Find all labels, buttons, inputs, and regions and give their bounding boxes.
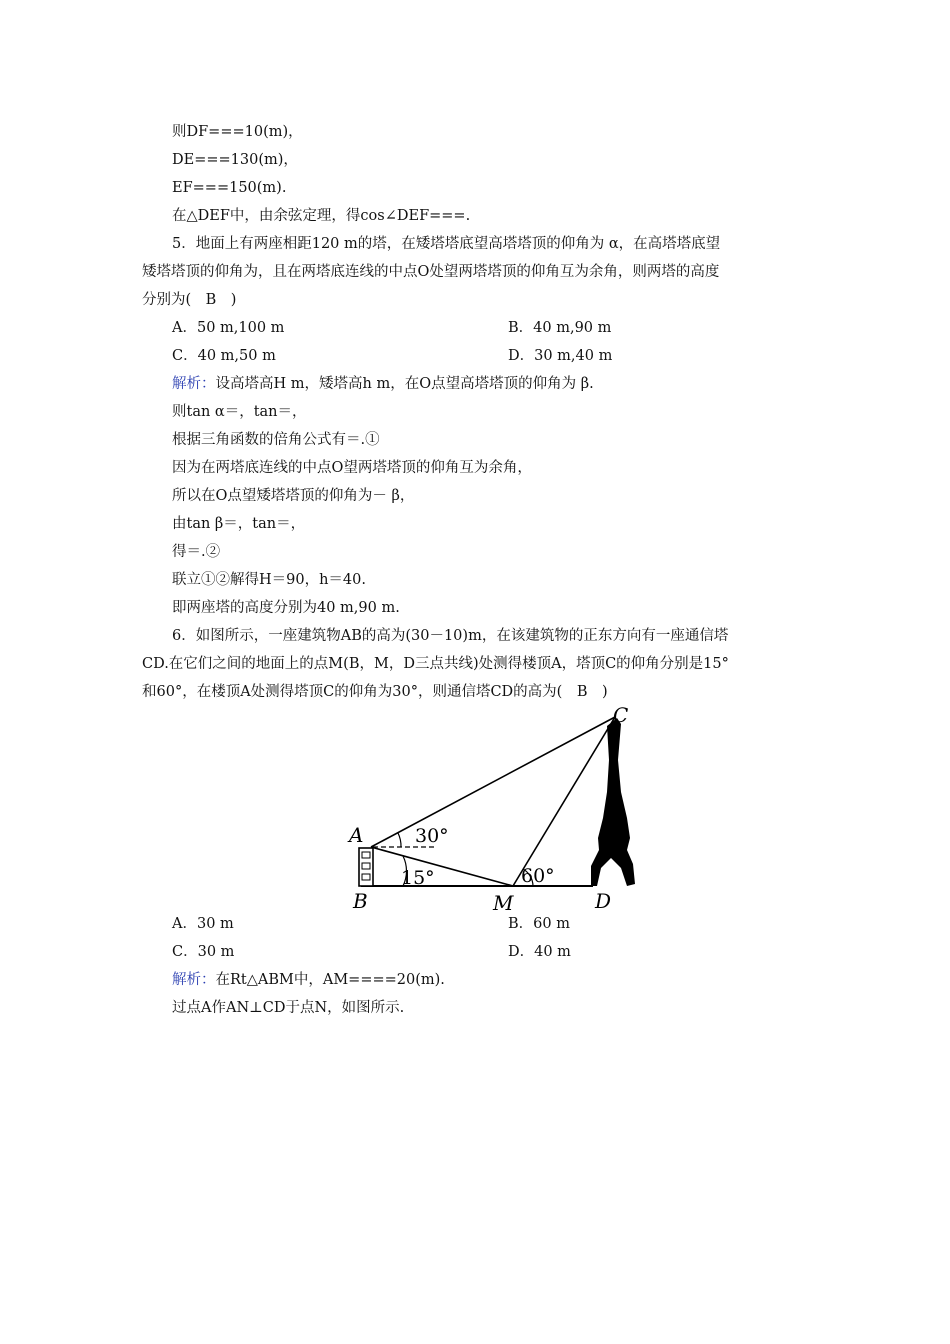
- point-label-b: B: [353, 889, 368, 912]
- solution-line-df: 则DF===10(m)，: [172, 124, 303, 140]
- q5-stem-line-3: 分别为( B ): [142, 292, 237, 308]
- q6-stem-line-3: 和60°，在楼顶A处测得塔顶C的仰角为30°，则通信塔CD的高为( B ): [142, 684, 608, 700]
- q5-analysis-label: 解析：: [172, 376, 216, 392]
- solution-line-ef: EF===150(m).: [172, 180, 287, 196]
- q6-stem-line-1: 6．如图所示，一座建筑物AB的高为(30－10)m，在该建筑物的正东方向有一座通信塔: [172, 628, 729, 644]
- q6-analysis-line-1: [172, 970, 445, 990]
- q5-stem-line-1: 5．地面上有两座相距120 m的塔，在矮塔塔底望高塔塔顶的仰角为 α，在高塔塔底望: [172, 236, 721, 252]
- point-label-m: M: [493, 891, 514, 912]
- q5-analysis-first: 设高塔高H m，矮塔高h m，在O点望高塔塔顶的仰角为 β.: [215, 376, 594, 392]
- q6-stem-line-2: CD.在它们之间的地面上的点M(B，M，D三点共线)处测得楼顶A，塔顶C的仰角分别是15°: [142, 656, 729, 672]
- q6-option-a: A．30 m: [172, 916, 234, 932]
- q5-analysis-line-1: [172, 374, 594, 394]
- q6-analysis-label: 解析：: [172, 972, 216, 988]
- q5-analysis-line-7: 得＝.②: [172, 544, 221, 560]
- angle-arc-30: [398, 833, 401, 847]
- line-ac: [371, 717, 615, 847]
- q5-analysis-line-5: 所以在O点望矮塔塔顶的仰角为－ β，: [172, 488, 415, 504]
- q5-analysis-line-3: 根据三角函数的倍角公式有＝.①: [172, 432, 380, 448]
- angle-label-60: 60°: [521, 865, 555, 887]
- q5-option-d: D．30 m,40 m: [508, 348, 613, 364]
- angle-label-15: 15°: [401, 867, 435, 889]
- tower-cd: [591, 718, 635, 886]
- q5-analysis-line-6: 由tan β＝，tan＝，: [172, 516, 306, 532]
- line-am: [371, 847, 513, 886]
- point-label-a: A: [349, 823, 364, 847]
- q5-analysis-line-8: 联立①②解得H＝90，h＝40.: [172, 572, 366, 588]
- q6-option-c: C．30 m: [172, 944, 235, 960]
- q5-stem-line-2: 矮塔塔顶的仰角为，且在两塔底连线的中点O处望两塔塔顶的仰角互为余角，则两塔的高度: [142, 264, 720, 280]
- q5-option-b: B．40 m,90 m: [508, 320, 612, 336]
- q6-analysis-first: 在Rt△ABM中，AM====20(m).: [215, 972, 445, 988]
- q5-option-c: C．40 m,50 m: [172, 348, 276, 364]
- solution-line-cos: 在△DEF中，由余弦定理，得cos∠DEF===.: [172, 208, 471, 224]
- tower-geometry-figure: [345, 700, 635, 912]
- q6-analysis-line-2: 过点A作AN⊥CD于点N，如图所示.: [172, 1000, 405, 1016]
- point-label-c: C: [613, 703, 629, 727]
- q5-option-a: A．50 m,100 m: [172, 320, 285, 336]
- q5-analysis-line-2: 则tan α＝，tan＝，: [172, 404, 307, 420]
- angle-label-30: 30°: [415, 825, 449, 847]
- q6-option-b: B．60 m: [508, 916, 570, 932]
- q5-analysis-line-4: 因为在两塔底连线的中点O望两塔塔顶的仰角互为余角，: [172, 460, 532, 476]
- q6-option-d: D．40 m: [508, 944, 571, 960]
- point-label-d: D: [595, 889, 612, 912]
- solution-line-de: DE===130(m)，: [172, 152, 298, 168]
- q5-analysis-line-9: 即两座塔的高度分别为40 m,90 m.: [172, 600, 400, 616]
